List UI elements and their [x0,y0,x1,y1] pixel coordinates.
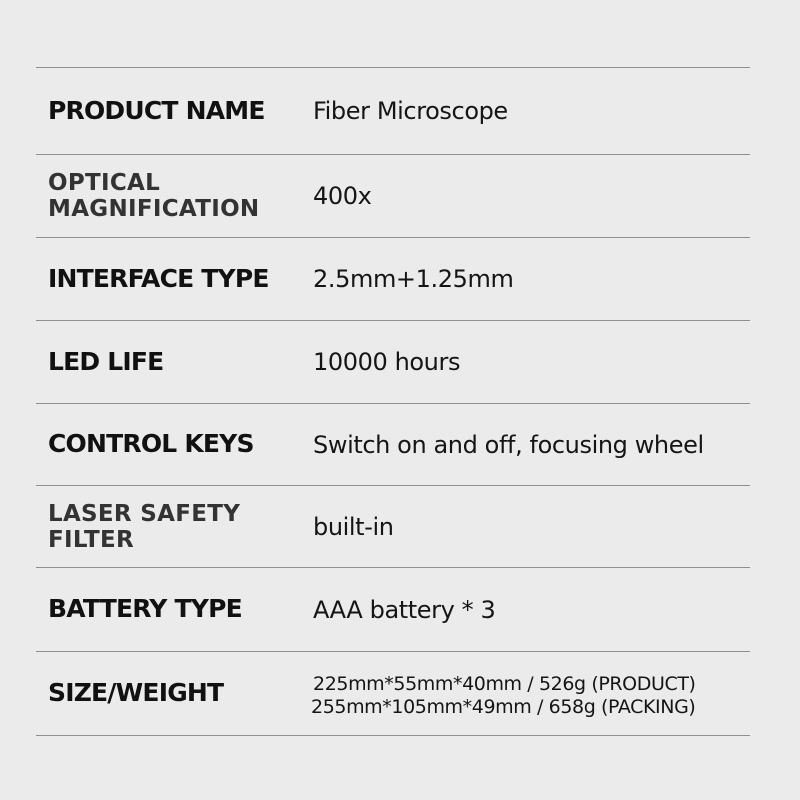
spec-label: LED LIFE [48,346,164,376]
spec-value [313,669,750,719]
spec-row-battery-type [36,568,750,651]
spec-value: Fiber Microscope [313,97,508,125]
spec-label-line: OPTICAL [48,170,161,196]
spec-value: AAA battery * 3 [313,595,496,624]
spec-label-line: LASER SAFETY [48,500,241,527]
spec-row-optical-magnification [36,155,750,237]
spec-label [36,501,313,553]
spec-value: 10000 hours [313,348,461,376]
spec-value: built-in [313,512,394,541]
spec-label: PRODUCT NAME [48,95,265,125]
spec-label: BATTERY TYPE [48,594,242,624]
spec-row-led-life [36,321,750,403]
spec-row-product-name [36,68,750,154]
spec-value-line: 225mm*55mm*40mm / 526g (PRODUCT) [313,672,696,695]
spec-row-interface-type [36,238,750,320]
spec-row-control-keys [36,404,750,485]
spec-label: INTERFACE TYPE [48,263,269,293]
spec-row-size-weight [36,652,750,735]
spec-label-line: MAGNIFICATION [48,196,260,222]
spec-label: CONTROL KEYS [48,429,254,459]
spec-value: Switch on and off, focusing wheel [313,430,704,459]
spec-label: SIZE/WEIGHT [48,678,224,708]
spec-table [36,67,750,736]
spec-row-laser-safety-filter [36,486,750,567]
divider [36,735,750,736]
spec-value: 2.5mm+1.25mm [313,265,514,293]
spec-value: 400x [313,182,372,210]
spec-label [36,170,313,222]
spec-value-line: 255mm*105mm*49mm / 658g (PACKING) [311,695,696,718]
spec-label-line: FILTER [48,526,135,553]
